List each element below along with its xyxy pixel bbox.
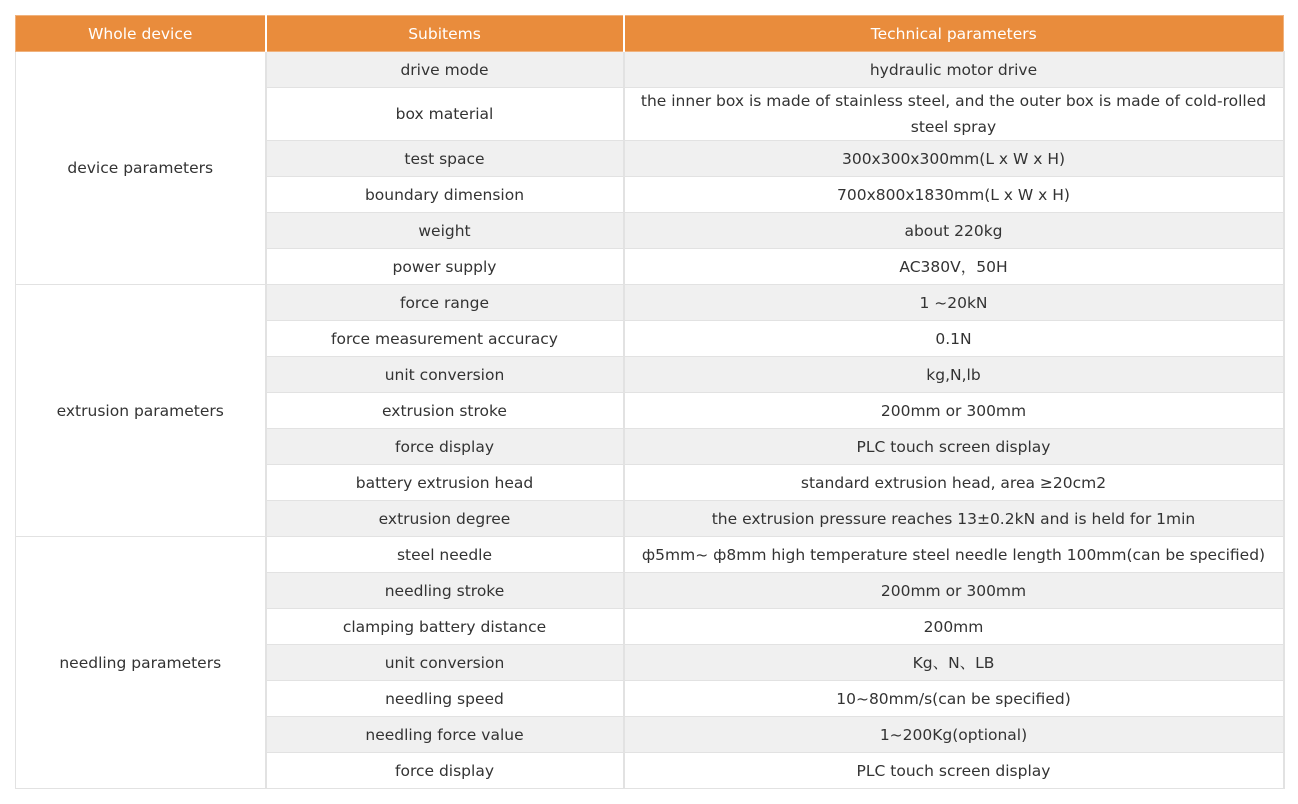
subitem-cell: force display [266, 753, 624, 789]
value-cell: 700x800x1830mm(L x W x H) [624, 177, 1284, 213]
value-cell: 1 ~20kN [624, 285, 1284, 321]
subitem-cell: needling speed [266, 681, 624, 717]
value-cell: hydraulic motor drive [624, 52, 1284, 88]
value-cell: 1~200Kg(optional) [624, 717, 1284, 753]
subitem-cell: force measurement accuracy [266, 321, 624, 357]
subitem-cell: extrusion degree [266, 501, 624, 537]
subitem-cell: weight [266, 213, 624, 249]
subitem-cell: box material [266, 88, 624, 141]
table-row [16, 285, 1284, 321]
value-cell: 0.1N [624, 321, 1284, 357]
value-cell: kg,N,lb [624, 357, 1284, 393]
value-cell: 200mm or 300mm [624, 393, 1284, 429]
header-technical-parameters: Technical parameters [624, 16, 1284, 52]
subitem-cell: boundary dimension [266, 177, 624, 213]
value-cell: 300x300x300mm(L x W x H) [624, 141, 1284, 177]
value-cell: ф5mm~ ф8mm high temperature steel needle length 100mm(can be specified) [624, 537, 1284, 573]
value-cell: 10~80mm/s(can be specified) [624, 681, 1284, 717]
value-cell: 200mm [624, 609, 1284, 645]
table-row [16, 537, 1284, 573]
group-label-extrusion: extrusion parameters [16, 285, 266, 537]
subitem-cell: unit conversion [266, 357, 624, 393]
spec-table-container [15, 15, 1283, 789]
subitem-cell: extrusion stroke [266, 393, 624, 429]
subitem-cell: steel needle [266, 537, 624, 573]
spec-table-body [16, 52, 1284, 789]
subitem-cell: unit conversion [266, 645, 624, 681]
subitem-cell: battery extrusion head [266, 465, 624, 501]
value-cell: AC380V，50H [624, 249, 1284, 285]
subitem-cell: needling force value [266, 717, 624, 753]
table-row [16, 52, 1284, 88]
header-row [16, 16, 1284, 52]
spec-table [15, 15, 1285, 789]
value-cell: 200mm or 300mm [624, 573, 1284, 609]
subitem-cell: force display [266, 429, 624, 465]
subitem-cell: force range [266, 285, 624, 321]
group-label-needling: needling parameters [16, 537, 266, 789]
group-label-device: device parameters [16, 52, 266, 285]
value-cell: standard extrusion head, area ≥20cm2 [624, 465, 1284, 501]
value-cell: Kg、N、LB [624, 645, 1284, 681]
subitem-cell: needling stroke [266, 573, 624, 609]
value-cell: PLC touch screen display [624, 429, 1284, 465]
subitem-cell: power supply [266, 249, 624, 285]
value-cell: PLC touch screen display [624, 753, 1284, 789]
header-subitems: Subitems [266, 16, 624, 52]
value-cell: the inner box is made of stainless steel, and the outer box is made of cold-rolled steel spray [624, 88, 1284, 141]
subitem-cell: drive mode [266, 52, 624, 88]
value-cell: the extrusion pressure reaches 13±0.2kN and is held for 1min [624, 501, 1284, 537]
subitem-cell: test space [266, 141, 624, 177]
subitem-cell: clamping battery distance [266, 609, 624, 645]
header-whole-device: Whole device [16, 16, 266, 52]
value-cell: about 220kg [624, 213, 1284, 249]
